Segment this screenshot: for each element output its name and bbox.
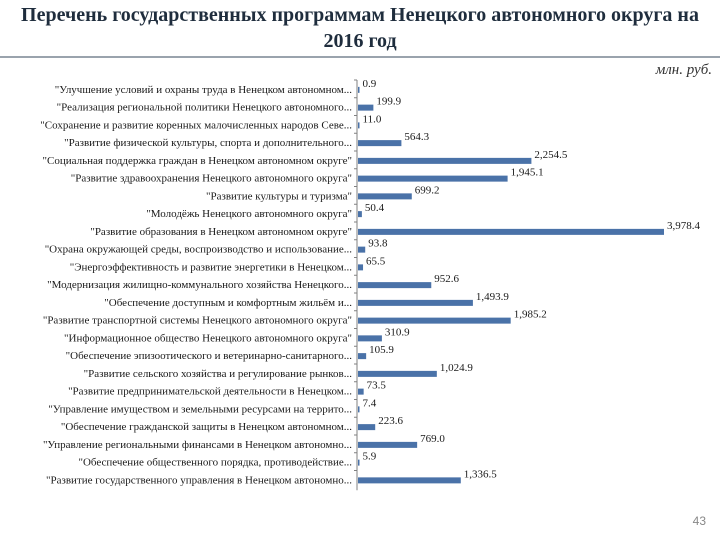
bar — [358, 87, 360, 93]
bar — [358, 300, 473, 306]
category-label: "Развитие образования в Ненецком автономном округе" — [90, 225, 352, 238]
bar — [358, 211, 362, 217]
category-label: "Управление региональными финансами в Ненецком автономно... — [42, 438, 352, 451]
category-label: "Реализация региональной политики Ненецкого автономного... — [56, 101, 352, 114]
value-label: 1,493.9 — [475, 290, 509, 303]
value-label: 199.9 — [376, 95, 402, 108]
bar — [358, 460, 360, 466]
bar — [358, 122, 360, 128]
page-title: Перечень государственных программам Ненецкого автономного округа на 2016 год — [21, 4, 699, 52]
category-label: "Управление имуществом и земельными ресурсами на террито... — [48, 403, 352, 416]
category-label: "Модернизация жилищно-коммунального хозяйства Ненецкого... — [47, 279, 352, 292]
bar — [358, 140, 401, 146]
value-label: 310.9 — [384, 326, 410, 339]
value-label: 1,024.9 — [439, 361, 473, 374]
bar — [358, 353, 366, 359]
value-label: 65.5 — [366, 255, 386, 268]
category-label: "Охрана окружающей среды, воспроизводство и использование... — [44, 243, 352, 256]
category-label: "Обеспечение доступным и комфортным жильём и... — [104, 296, 352, 309]
value-label: 73.5 — [366, 379, 386, 392]
value-label: 11.0 — [362, 113, 382, 126]
value-label: 952.6 — [434, 273, 460, 286]
bar — [358, 477, 461, 483]
category-label: "Молодёжь Ненецкого автономного округа" — [146, 208, 352, 221]
value-label: 7.4 — [362, 397, 377, 410]
category-label: "Развитие транспортной системы Ненецкого автономного округа" — [42, 314, 352, 327]
value-label: 699.2 — [414, 184, 440, 197]
bar — [358, 424, 375, 430]
value-label: 3,978.4 — [667, 219, 700, 232]
category-label: "Развитие сельского хозяйства и регулирование рынков... — [83, 367, 352, 380]
bar — [358, 406, 360, 412]
page-number: 43 — [692, 514, 706, 528]
value-label: 1,985.2 — [513, 308, 547, 321]
bar — [358, 282, 431, 288]
category-label: "Обеспечение гражданской защиты в Ненецком автономном... — [60, 421, 352, 434]
bar — [358, 176, 508, 182]
value-label: 2,254.5 — [534, 148, 568, 161]
bar — [358, 229, 664, 235]
bar — [358, 318, 511, 324]
value-label: 105.9 — [369, 344, 394, 357]
value-label: 769.0 — [420, 432, 445, 445]
unit-label: млн. руб. — [655, 62, 712, 78]
category-label: "Развитие физической культуры, спорта и дополнительного... — [64, 137, 352, 150]
category-label: "Социальная поддержка граждан в Ненецком автономном округе" — [42, 154, 352, 167]
category-label: "Информационное общество Ненецкого автономного округа" — [64, 332, 352, 345]
bar — [358, 264, 363, 270]
category-label: "Энергоэффективность и развитие энергетики в Ненецком... — [69, 261, 352, 274]
value-label: 1,945.1 — [510, 166, 544, 179]
value-label: 5.9 — [362, 450, 377, 463]
bar — [358, 105, 373, 111]
bar — [358, 371, 437, 377]
value-label: 50.4 — [364, 202, 385, 215]
bar — [358, 247, 365, 253]
bar — [358, 335, 382, 341]
bar — [358, 389, 364, 395]
category-label: "Обеспечение эпизоотического и ветеринарно-санитарного... — [65, 350, 352, 363]
bar — [358, 442, 417, 448]
value-label: 0.9 — [362, 77, 377, 90]
category-label: "Развитие здравоохранения Ненецкого автономного округа" — [70, 172, 352, 185]
category-label: "Сохранение и развитие коренных малочисленных народов Севе... — [40, 119, 352, 132]
value-label: 1,336.5 — [463, 468, 497, 481]
category-label: "Развитие культуры и туризма" — [206, 190, 352, 203]
category-label: "Обеспечение общественного порядка, противодействие... — [78, 456, 352, 469]
bar — [358, 158, 531, 164]
category-label: "Развитие предпринимательской деятельности в Ненецком... — [68, 385, 352, 398]
category-label: "Улучшение условий и охраны труда в Ненецком автономном... — [54, 83, 352, 96]
bar — [358, 193, 412, 199]
value-label: 223.6 — [378, 415, 403, 428]
category-label: "Развитие государственного управления в Ненецком автономно... — [46, 474, 352, 487]
value-label: 564.3 — [404, 131, 430, 144]
value-label: 93.8 — [368, 237, 388, 250]
